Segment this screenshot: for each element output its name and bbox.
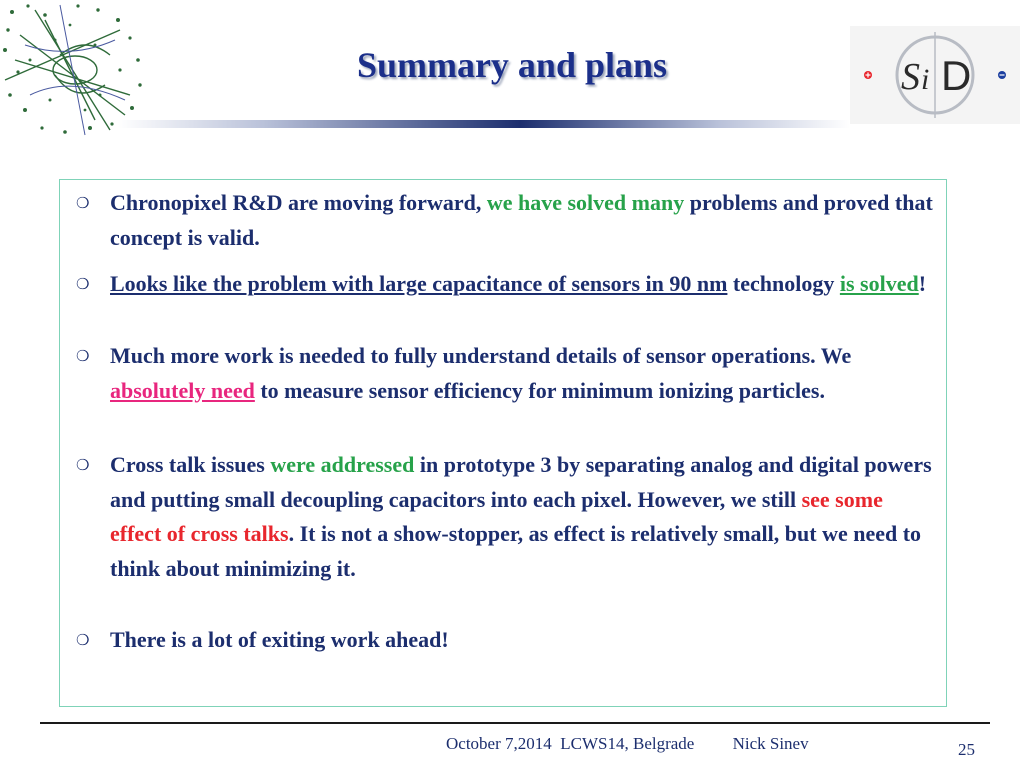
bullet-highlight-pink: absolutely need bbox=[110, 377, 255, 403]
svg-text:i: i bbox=[921, 63, 930, 96]
bullet-text: problems and proved that concept is valid. bbox=[110, 190, 933, 250]
bullet-text: in prototype 3 by separating analog and digital powers and putting small decoupling capacitors into each pixel. However, we still bbox=[110, 452, 932, 512]
bullet-highlight-green: we have solved many bbox=[486, 190, 685, 215]
bullet-item bbox=[76, 186, 936, 255]
sid-logo bbox=[850, 26, 1020, 124]
bullet-marker-icon: ❍ bbox=[76, 631, 90, 649]
header-gradient-bar bbox=[118, 120, 850, 128]
bullet-marker-icon: ❍ bbox=[76, 347, 90, 365]
bullet-marker-icon: ❍ bbox=[76, 275, 90, 293]
bullet-text: ! bbox=[918, 271, 927, 296]
bullet-item bbox=[76, 623, 936, 658]
bullet-item bbox=[76, 267, 936, 302]
sid-logo-graphic bbox=[850, 26, 1020, 124]
bullet-marker-icon: ❍ bbox=[76, 456, 90, 474]
bullet-text: Much more work is needed to fully understand details of sensor operations. We bbox=[110, 343, 852, 368]
bullet-text: There is a lot of exiting work ahead! bbox=[110, 627, 449, 652]
bullet-text: Chronopixel R&D are moving forward, bbox=[110, 190, 487, 215]
slide-title: Summary and plans bbox=[356, 45, 668, 85]
bullet-text: . It is not a show-stopper, as effect is relatively small, but we need to think about minimizing it. bbox=[110, 521, 922, 581]
page-number: 25 bbox=[958, 740, 975, 759]
bullet-highlight-green: were addressed bbox=[270, 452, 415, 477]
bullet-text: Cross talk issues bbox=[110, 452, 271, 477]
bullet-text: technology bbox=[727, 271, 840, 296]
bullet-item bbox=[76, 448, 936, 586]
content-box bbox=[59, 179, 947, 707]
svg-text:D: D bbox=[941, 52, 972, 99]
bullet-highlight-green: is solved bbox=[839, 271, 919, 296]
footer-text: October 7,2014 LCWS14, Belgrade Nick Sinev bbox=[446, 734, 809, 753]
bullet-marker-icon: ❍ bbox=[76, 194, 90, 212]
bullet-text-underlined: Looks like the problem with large capacitance of sensors in 90 nm bbox=[110, 271, 728, 296]
bullet-text: to measure sensor efficiency for minimum ionizing particles. bbox=[254, 377, 825, 403]
bullet-highlight-red: see some effect of cross talks bbox=[110, 486, 883, 546]
svg-text:S: S bbox=[901, 56, 920, 98]
footer-divider bbox=[40, 722, 990, 724]
bullet-item bbox=[76, 339, 936, 408]
